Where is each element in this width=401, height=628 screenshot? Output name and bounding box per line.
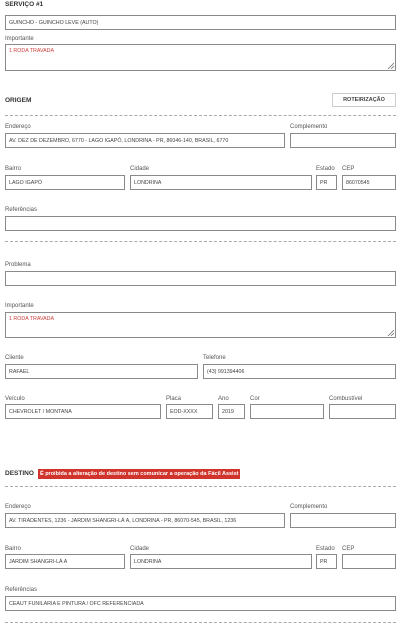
- destination-warning-badge: É proibida a alteração de destino sem comunicar a operação da Fácil Assist: [40, 471, 239, 477]
- origin-references-label: Referências: [5, 207, 38, 213]
- divider: [5, 115, 396, 116]
- client-input[interactable]: RAFAEL: [5, 364, 198, 379]
- divider: [5, 241, 396, 242]
- origin-complement-input[interactable]: [290, 133, 396, 148]
- destination-district-label: Bairro: [5, 546, 22, 552]
- divider: [5, 622, 396, 623]
- fuel-label: Combustível: [329, 396, 363, 402]
- problem-important-label: Importante: [5, 303, 34, 309]
- fuel-input[interactable]: [329, 404, 396, 419]
- divider: [5, 486, 396, 487]
- resize-grip-icon[interactable]: [387, 62, 394, 69]
- origin-state-label: Estado: [316, 166, 335, 172]
- color-input[interactable]: [250, 404, 324, 419]
- problem-input[interactable]: [5, 271, 396, 286]
- origin-address-label: Endereço: [5, 124, 31, 130]
- origin-city-input[interactable]: LONDRINA: [130, 175, 312, 190]
- phone-input[interactable]: (43) 991394406: [203, 364, 396, 379]
- origin-title: ORIGEM: [5, 97, 32, 104]
- destination-references-input[interactable]: CEAUT FUNILARIA E PINTURA / OFC REFERENCIADA: [5, 596, 396, 611]
- destination-address-input[interactable]: AV. TIRADENTES, 1236 - JARDIM SHANGRI-LÁ A, LONDRINA - PR, 86070-545, BRASIL, 1236: [5, 513, 285, 528]
- client-label: Cliente: [5, 355, 24, 361]
- year-label: Ano: [218, 396, 229, 402]
- origin-cep-label: CEP: [342, 166, 355, 172]
- origin-district-input[interactable]: LAGO IGAPÓ: [5, 175, 125, 190]
- vehicle-input[interactable]: CHEVROLET / MONTANA: [5, 404, 161, 419]
- destination-district-input[interactable]: JARDIM SHANGRI-LÁ A: [5, 554, 125, 569]
- vehicle-label: Veículo: [5, 396, 25, 402]
- origin-state-input[interactable]: PR: [316, 175, 337, 190]
- plate-label: Placa: [166, 396, 182, 402]
- routing-button[interactable]: ROTEIRIZAÇÃO: [332, 93, 396, 107]
- service-important-label: Importante: [5, 36, 34, 42]
- service-field[interactable]: GUINCHO - GUINCHO LEVE (AUTO): [5, 15, 396, 30]
- destination-references-label: Referências: [5, 587, 38, 593]
- problem-label: Problema: [5, 262, 31, 268]
- destination-cep-label: CEP: [342, 546, 355, 552]
- destination-state-input[interactable]: PR: [316, 554, 337, 569]
- destination-complement-label: Complemento: [290, 504, 328, 510]
- service-important-text: 1 RODA TRAVADA: [9, 48, 55, 54]
- problem-important-text: 1 RODA TRAVADA: [9, 316, 55, 322]
- origin-cep-input[interactable]: 86070545: [342, 175, 396, 190]
- destination-address-label: Endereço: [5, 504, 31, 510]
- destination-complement-input[interactable]: [290, 513, 396, 528]
- plate-input[interactable]: EOD-XXXX: [166, 404, 213, 419]
- origin-city-label: Cidade: [130, 166, 150, 172]
- destination-cep-input[interactable]: [342, 554, 396, 569]
- destination-city-input[interactable]: LONDRINA: [130, 554, 312, 569]
- origin-complement-label: Complemento: [290, 124, 328, 130]
- problem-important-textarea[interactable]: [5, 312, 396, 338]
- service-title: SERVIÇO #1: [5, 1, 44, 8]
- origin-address-input[interactable]: AV. DEZ DE DEZEMBRO, 6770 - LAGO IGAPÓ, LONDRINA - PR, 86046-140, BRASIL, 6770: [5, 133, 285, 148]
- service-important-textarea[interactable]: [5, 44, 396, 71]
- origin-district-label: Bairro: [5, 166, 22, 172]
- resize-grip-icon[interactable]: [387, 329, 394, 336]
- destination-title: DESTINO: [5, 470, 34, 477]
- destination-city-label: Cidade: [130, 546, 150, 552]
- origin-references-input[interactable]: [5, 216, 396, 231]
- year-input[interactable]: 2019: [218, 404, 245, 419]
- phone-label: Telefone: [203, 355, 226, 361]
- color-label: Cor: [250, 396, 260, 402]
- destination-state-label: Estado: [316, 546, 335, 552]
